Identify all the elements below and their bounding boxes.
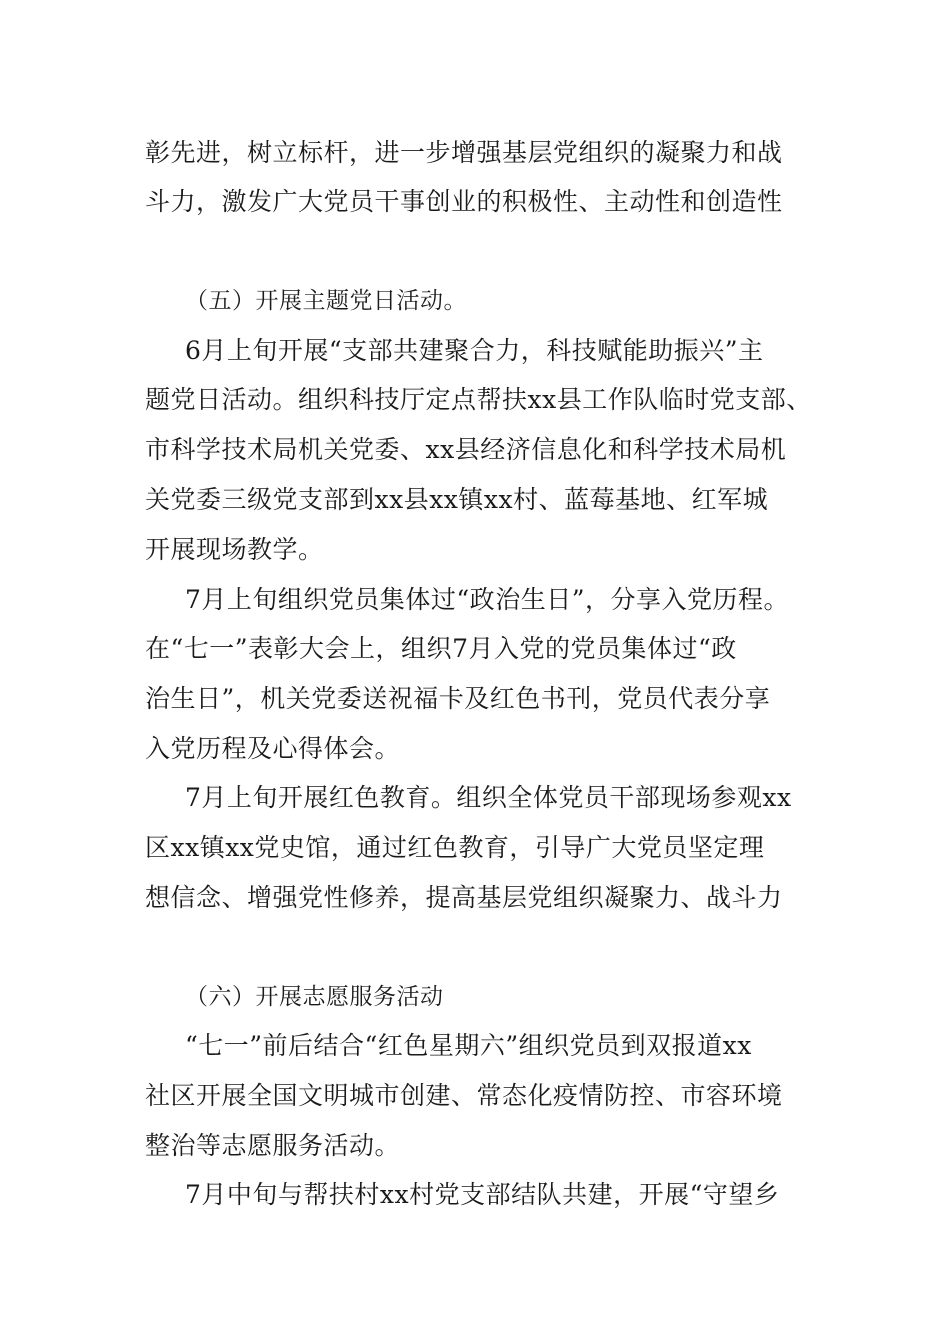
text-line: 题党日活动。组织科技厅定点帮扶xx县工作队临时党支部、: [145, 385, 812, 414]
text-line: 彰先进，树立标杆，进一步增强基层党组织的凝聚力和战: [145, 138, 783, 167]
text-line: 社区开展全国文明城市创建、常态化疫情防控、市容环境: [145, 1081, 783, 1110]
text-line: 在“七一”表彰大会上，组织7月入党的党员集体过“政: [145, 634, 737, 663]
text-line: 开展现场教学。: [145, 535, 324, 564]
text-line: 7月上旬组织党员集体过“政治生日”，分享入党历程。: [185, 585, 789, 614]
text-line: 想信念、增强党性修养，提高基层党组织凝聚力、战斗力: [145, 883, 783, 912]
text-line: 斗力，激发广大党员干事创业的积极性、主动性和创造性: [145, 187, 783, 216]
text-line: 6月上旬开展“支部共建聚合力，科技赋能助振兴”主: [185, 336, 764, 365]
text-line: “七一”前后结合“红色星期六”组织党员到双报道xx: [185, 1031, 752, 1060]
text-line: 整治等志愿服务活动。: [145, 1131, 401, 1160]
text-line: 7月上旬开展红色教育。组织全体党员干部现场参观xx: [185, 783, 792, 812]
section-heading-5: （五）开展主题党日活动。: [185, 288, 467, 314]
text-line: 市科学技术局机关党委、xx县经济信息化和科学技术局机: [145, 435, 787, 464]
section-heading-6: （六）开展志愿服务活动: [185, 984, 444, 1010]
text-line: 治生日”，机关党委送祝福卡及红色书刊，党员代表分享: [145, 684, 771, 713]
text-line: 区xx镇xx党史馆，通过红色教育，引导广大党员坚定理: [145, 833, 765, 862]
text-line: 关党委三级党支部到xx县xx镇xx村、蓝莓基地、红军城: [145, 485, 769, 514]
text-line: 7月中旬与帮扶村xx村党支部结队共建，开展“守望乡: [185, 1180, 780, 1209]
text-line: 入党历程及心得体会。: [145, 734, 401, 763]
